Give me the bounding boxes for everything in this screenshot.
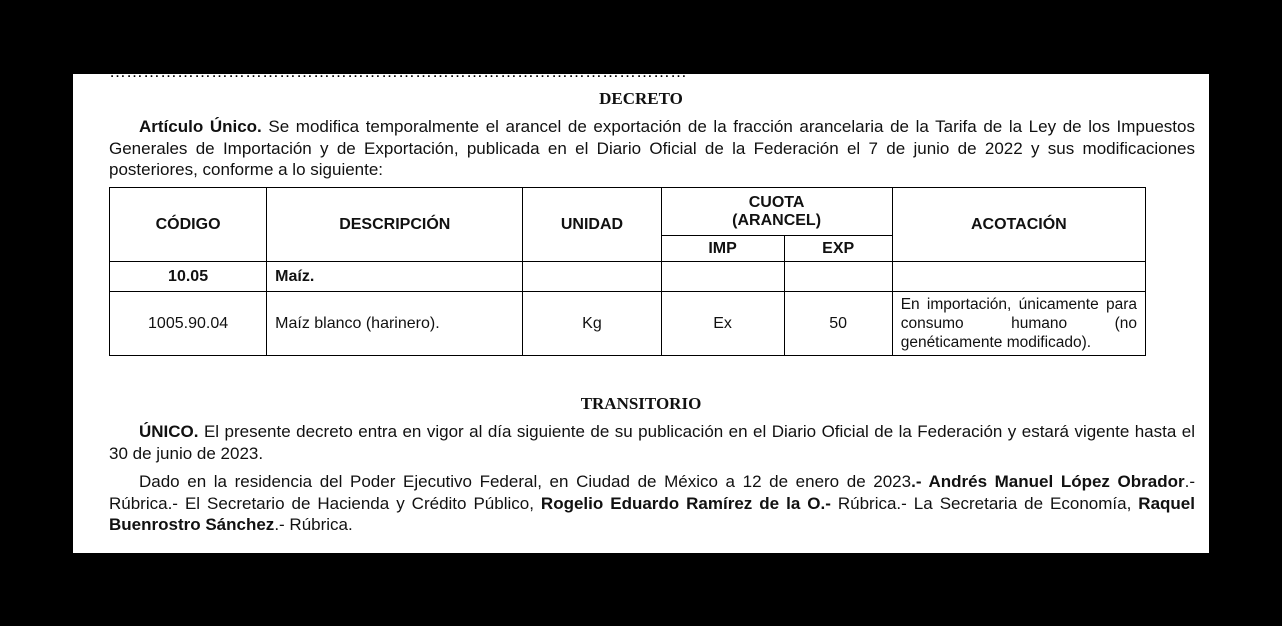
unico-text: El presente decreto entra en vigor al día siguiente de su publicación en el Diario Oficial de la Federación y estará vigente hasta el 30 de junio de 2023.	[109, 422, 1195, 463]
document-page	[73, 62, 1209, 553]
firma-text-4: .- Rúbrica.	[274, 515, 353, 534]
articulo-unico-paragraph	[109, 116, 1195, 181]
firma-text-2: .- Rúbrica.- El Secretario de Hacienda y Crédito Público,	[109, 472, 1195, 513]
cell-exp	[784, 262, 892, 292]
decreto-heading: DECRETO	[599, 89, 683, 108]
cell-unidad	[523, 262, 661, 292]
cell-descripcion: Maíz.	[267, 262, 523, 292]
cell-acotacion	[892, 262, 1145, 292]
col-header-imp: IMP	[661, 236, 784, 262]
cell-descripcion: Maíz blanco (harinero).	[267, 292, 523, 356]
articulo-text: Se modifica temporalmente el arancel de exportación de la fracción arancelaria de la Tarifa de la Ley de los Impuestos Generales de Importación y de Exportación, publicada en el Diario Oficial de la Federación el 7 de junio de 2022 y sus modificaciones posteriores, conforme a lo siguiente:	[109, 117, 1195, 179]
table-row	[110, 262, 1146, 292]
col-header-descripcion: DESCRIPCIÓN	[267, 188, 523, 262]
col-header-cuota	[661, 188, 892, 236]
cell-codigo: 1005.90.04	[110, 292, 267, 356]
table-row	[110, 292, 1146, 356]
cell-exp: 50	[784, 292, 892, 356]
cell-codigo: 10.05	[110, 262, 267, 292]
cuota-label: CUOTA	[748, 193, 805, 211]
col-header-acotacion: ACOTACIÓN	[892, 188, 1145, 262]
clipped-previous-line	[109, 62, 1169, 81]
articulo-label: Artículo Único.	[139, 117, 262, 136]
arancel-label: (ARANCEL)	[732, 211, 822, 229]
col-header-exp: EXP	[784, 236, 892, 262]
transitorio-heading: TRANSITORIO	[580, 394, 702, 413]
tariff-table	[109, 187, 1146, 356]
col-header-codigo: CÓDIGO	[110, 188, 267, 262]
firma-hacienda: Rogelio Eduardo Ramírez de la O.-	[540, 493, 831, 513]
firma-text-1: Dado en la residencia del Poder Ejecutivo Federal, en Ciudad de México a 12 de enero de 2023	[139, 472, 912, 491]
cell-imp	[661, 262, 784, 292]
cell-unidad: Kg	[523, 292, 661, 356]
firma-president: .- Andrés Manuel López Obrador	[911, 472, 1185, 491]
firma-text-3: Rúbrica.- La Secretaria de Economía,	[830, 493, 1139, 513]
cell-acotacion: En importación, únicamente para consumo humano (no genéticamente modificado).	[892, 292, 1145, 356]
signature-paragraph	[109, 471, 1195, 536]
col-header-unidad: UNIDAD	[523, 188, 661, 262]
firma-economia: Raquel Buenrostro Sánchez	[109, 493, 1195, 534]
unico-label: ÚNICO.	[139, 422, 199, 441]
unico-paragraph	[109, 421, 1195, 464]
clipped-text: …………………………………………………………………………………………	[109, 62, 687, 81]
cell-imp: Ex	[661, 292, 784, 356]
